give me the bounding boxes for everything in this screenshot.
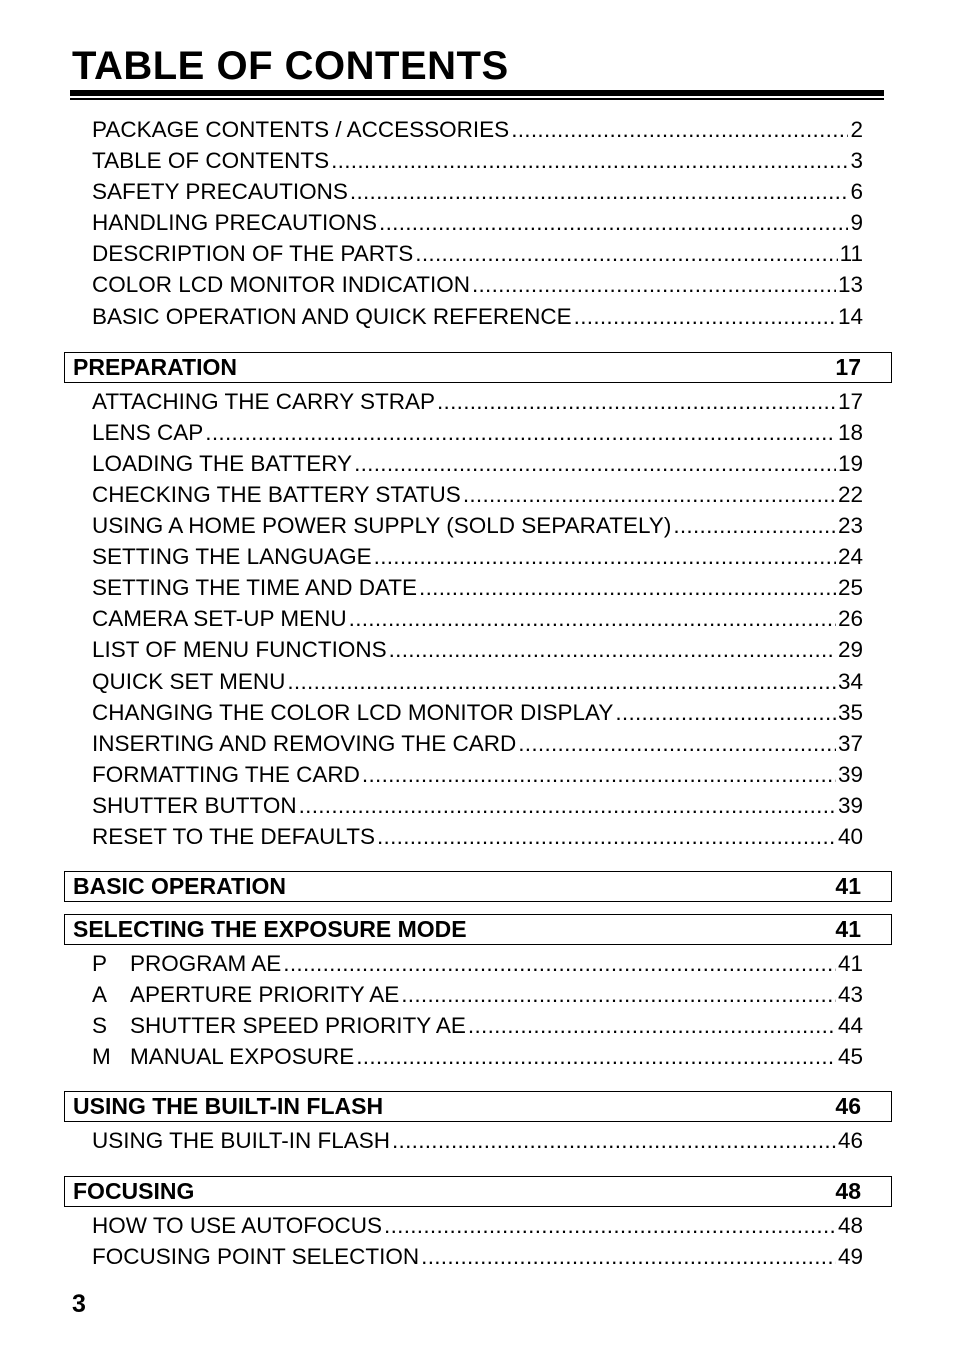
exposure-mode-letter: P [92, 951, 108, 977]
toc-entry[interactable] [92, 301, 863, 332]
toc-entry-page: 41 [837, 951, 863, 977]
toc-entry-page: 24 [837, 544, 863, 570]
toc-entry-page: 40 [837, 823, 863, 849]
toc-entry-title: HOW TO USE AUTOFOCUS [92, 1212, 383, 1238]
toc-entry-page: 44 [837, 1013, 863, 1039]
toc-entry[interactable] [92, 417, 863, 448]
toc-entry[interactable] [92, 207, 863, 238]
dot-leader [350, 176, 849, 207]
toc-entry-title: SAFETY PRECAUTIONS [92, 179, 348, 205]
toc-entry[interactable] [92, 979, 863, 1010]
dot-leader [415, 238, 837, 269]
toc-entry-page: 49 [837, 1243, 863, 1269]
toc-entry[interactable] [92, 541, 863, 572]
toc-entry-title: DESCRIPTION OF THE PARTS [92, 241, 414, 267]
toc-entry[interactable] [92, 1210, 863, 1241]
toc-entry-page: 37 [837, 730, 863, 756]
toc-entry-title: SETTING THE LANGUAGE [92, 544, 372, 570]
title-rule-thick [70, 90, 884, 96]
dot-leader [463, 479, 836, 510]
section-title: FOCUSING [73, 1177, 195, 1204]
toc-entry-page: 34 [837, 668, 863, 694]
toc-entry[interactable] [92, 759, 863, 790]
dot-leader [401, 979, 836, 1010]
toc-entry-text: SHUTTER SPEED PRIORITY AE [130, 1013, 466, 1039]
toc-entry[interactable] [92, 948, 863, 979]
dot-leader [356, 1041, 836, 1072]
dot-leader [374, 541, 836, 572]
toc-entry[interactable] [92, 386, 863, 417]
toc-entry-page: 29 [837, 637, 863, 663]
toc-entry-page: 3 [850, 148, 863, 174]
section-title: PREPARATION [73, 353, 237, 380]
dot-leader [574, 301, 836, 332]
table-of-contents [64, 114, 892, 1272]
toc-entry[interactable] [92, 479, 863, 510]
dot-leader [349, 603, 836, 634]
toc-entry-page: 18 [837, 419, 863, 445]
exposure-mode-letter: M [92, 1044, 111, 1070]
toc-entry-title: FOCUSING POINT SELECTION [92, 1243, 420, 1269]
dot-leader [468, 1010, 836, 1041]
toc-entry-page: 11 [839, 241, 863, 267]
toc-entry-title: INSERTING AND REMOVING THE CARD [92, 730, 517, 756]
toc-entry-title [92, 1041, 356, 1072]
toc-entry-page: 45 [837, 1044, 863, 1070]
toc-entry-title: USING THE BUILT-IN FLASH [92, 1128, 390, 1154]
toc-entry-page: 6 [850, 179, 863, 205]
toc-entry-text: MANUAL EXPOSURE [130, 1044, 355, 1070]
dot-leader [354, 448, 836, 479]
exposure-mode-letter: S [92, 1013, 108, 1039]
toc-entry-title: PACKAGE CONTENTS / ACCESSORIES [92, 117, 510, 142]
toc-entry-page: 35 [837, 699, 863, 725]
toc-entry-page: 22 [837, 481, 863, 507]
toc-entry-title: FORMATTING THE CARD [92, 761, 360, 787]
toc-entry-text: PROGRAM AE [130, 951, 282, 977]
toc-entry-title: SHUTTER BUTTON [92, 792, 297, 818]
toc-entry[interactable] [92, 448, 863, 479]
dot-leader [615, 697, 836, 728]
toc-entry-page: 17 [837, 388, 863, 414]
toc-entry-title [92, 979, 401, 1010]
section-title: SELECTING THE EXPOSURE MODE [73, 916, 467, 943]
toc-entry-title: LIST OF MENU FUNCTIONS [92, 637, 387, 663]
toc-entry-title: TABLE OF CONTENTS [92, 148, 330, 174]
toc-entry-page: 26 [837, 606, 863, 632]
dot-leader [331, 145, 848, 176]
dot-leader [421, 1241, 836, 1272]
toc-entry[interactable] [92, 176, 863, 207]
dot-leader [392, 1125, 836, 1156]
toc-entry[interactable] [92, 1041, 863, 1072]
title-rule-thin [70, 98, 884, 100]
dot-leader [472, 269, 836, 300]
toc-entry-title: LENS CAP [92, 419, 204, 445]
dot-leader [379, 207, 848, 238]
toc-entry[interactable] [92, 114, 863, 145]
toc-entry-title: CHANGING THE COLOR LCD MONITOR DISPLAY [92, 699, 614, 725]
toc-entry[interactable] [92, 238, 863, 269]
toc-entry[interactable] [92, 572, 863, 603]
toc-entry[interactable] [92, 821, 863, 852]
toc-sections [64, 352, 892, 1272]
page-number: 3 [72, 1290, 86, 1318]
toc-entry-title: ATTACHING THE CARRY STRAP [92, 388, 435, 414]
toc-entry-title: QUICK SET MENU [92, 668, 286, 694]
section-title: USING THE BUILT-IN FLASH [73, 1093, 384, 1120]
dot-leader [419, 572, 836, 603]
dot-leader [389, 634, 836, 665]
toc-entry-title: COLOR LCD MONITOR INDICATION [92, 272, 470, 298]
dot-leader [511, 114, 848, 145]
toc-entry-page: 13 [837, 272, 863, 298]
toc-entry-page: 39 [837, 761, 863, 787]
section-page: 48 [835, 1177, 861, 1204]
dot-leader [283, 948, 836, 979]
section-header[interactable] [64, 914, 892, 945]
toc-entry-title: LOADING THE BATTERY [92, 450, 353, 476]
section-page: 41 [835, 873, 861, 900]
exposure-mode-letter: A [92, 982, 108, 1008]
toc-entry-page: 14 [837, 303, 863, 329]
section-page: 46 [835, 1093, 861, 1120]
section-header[interactable] [64, 1091, 892, 1122]
toc-entry-title [92, 948, 283, 979]
toc-entry-text: APERTURE PRIORITY AE [130, 982, 400, 1008]
section-title: BASIC OPERATION [73, 873, 286, 900]
dot-leader [205, 417, 836, 448]
toc-entry-title [92, 1010, 468, 1041]
toc-entry-page: 2 [850, 117, 863, 142]
toc-entry-page: 48 [837, 1212, 863, 1238]
dot-leader [362, 759, 836, 790]
page-title: TABLE OF CONTENTS [72, 44, 509, 88]
section-header[interactable] [64, 352, 892, 383]
dot-leader [287, 666, 836, 697]
toc-entry-title: CAMERA SET-UP MENU [92, 606, 347, 632]
toc-entry-title: BASIC OPERATION AND QUICK REFERENCE [92, 303, 572, 329]
toc-entry-page: 23 [837, 513, 863, 539]
dot-leader [384, 1210, 836, 1241]
toc-entry-page: 46 [837, 1128, 863, 1154]
toc-entry-title: CHECKING THE BATTERY STATUS [92, 481, 461, 507]
dot-leader [299, 790, 836, 821]
toc-entry-title: USING A HOME POWER SUPPLY (SOLD SEPARATELY) [92, 513, 672, 539]
toc-entry-page: 19 [837, 450, 863, 476]
toc-entry[interactable] [92, 1125, 863, 1156]
toc-entry[interactable] [92, 790, 863, 821]
toc-entry[interactable] [92, 697, 863, 728]
toc-entry[interactable] [92, 728, 863, 759]
toc-entry[interactable] [92, 634, 863, 665]
toc-entry[interactable] [92, 603, 863, 634]
toc-entry[interactable] [92, 1010, 863, 1041]
toc-entry-page: 39 [837, 792, 863, 818]
toc-entry-title: RESET TO THE DEFAULTS [92, 823, 375, 849]
section-header[interactable] [64, 1176, 892, 1207]
toc-entry[interactable] [92, 269, 863, 300]
toc-entry-page: 25 [837, 575, 863, 601]
dot-leader [518, 728, 836, 759]
section-header[interactable] [64, 871, 892, 902]
section-page: 41 [835, 916, 861, 943]
toc-entry[interactable] [92, 666, 863, 697]
toc-entry-title: SETTING THE TIME AND DATE [92, 575, 418, 601]
toc-entry-page: 9 [850, 210, 863, 236]
toc-entry[interactable] [92, 1241, 863, 1272]
toc-entry[interactable] [92, 145, 863, 176]
intro-entries [64, 114, 892, 332]
toc-entry-page: 43 [837, 982, 863, 1008]
toc-entry[interactable] [92, 510, 863, 541]
section-page: 17 [835, 353, 861, 380]
toc-entry-title: HANDLING PRECAUTIONS [92, 210, 378, 236]
dot-leader [673, 510, 836, 541]
dot-leader [377, 821, 836, 852]
dot-leader [437, 386, 836, 417]
